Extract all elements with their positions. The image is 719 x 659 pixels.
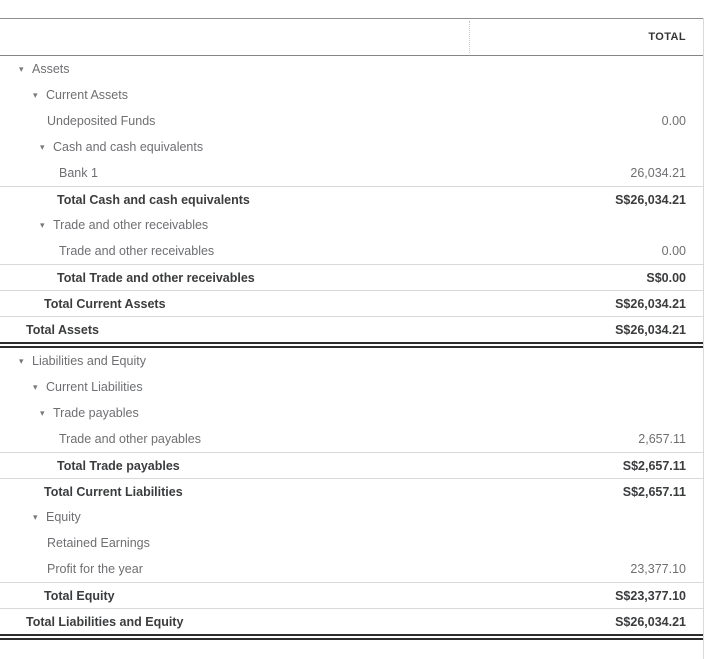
collapse-arrow-icon[interactable]: ▾ (40, 219, 45, 230)
row-label: Trade and other receivables (53, 218, 209, 232)
table-row (0, 160, 703, 186)
row-value: S$2,657.11 (622, 458, 686, 473)
row-value: S$23,377.10 (615, 588, 686, 603)
table-row (0, 478, 703, 504)
table-row (0, 212, 703, 238)
collapse-arrow-icon[interactable]: ▾ (19, 355, 24, 366)
row-value: S$26,034.21 (615, 614, 686, 629)
row-value: S$2,657.11 (622, 484, 686, 499)
table-row (0, 608, 703, 634)
collapse-arrow-icon[interactable]: ▾ (40, 407, 45, 418)
row-value: S$26,034.21 (615, 192, 686, 207)
row-value: 23,377.10 (630, 562, 686, 576)
row-label: Trade payables (53, 406, 139, 420)
total-column-header: TOTAL (648, 31, 686, 43)
balance-sheet-report-table (0, 18, 703, 640)
table-row (0, 426, 703, 452)
row-value: S$26,034.21 (615, 296, 686, 311)
table-row (0, 348, 703, 374)
row-label: Total Liabilities and Equity (26, 614, 184, 629)
row-label: Current Assets (46, 88, 128, 102)
row-label: Total Equity (44, 588, 115, 603)
table-row (0, 504, 703, 530)
collapse-arrow-icon[interactable]: ▾ (19, 63, 24, 74)
row-value: 2,657.11 (638, 432, 686, 446)
collapse-arrow-icon[interactable]: ▾ (33, 381, 38, 392)
row-label: Bank 1 (59, 166, 98, 180)
row-value: S$0.00 (646, 270, 686, 285)
row-value: 26,034.21 (630, 166, 686, 180)
row-value: 0.00 (661, 114, 686, 128)
table-row (0, 264, 703, 290)
row-label: Liabilities and Equity (32, 354, 146, 368)
table-row (0, 290, 703, 316)
table-row (0, 134, 703, 160)
header-column-divider (469, 21, 470, 53)
row-label: Total Current Assets (44, 296, 166, 311)
table-row (0, 582, 703, 608)
table-row (0, 238, 703, 264)
row-label: Cash and cash equivalents (53, 140, 204, 154)
grand-total-double-rule (0, 634, 703, 640)
table-row (0, 556, 703, 582)
report-rows-container (0, 56, 703, 640)
table-row (0, 56, 703, 82)
collapse-arrow-icon[interactable]: ▾ (40, 141, 45, 152)
table-row (0, 374, 703, 400)
table-row (0, 530, 703, 556)
row-label: Trade and other payables (59, 432, 201, 446)
row-value: 0.00 (661, 244, 686, 258)
row-label: Total Trade payables (57, 458, 180, 473)
row-label: Trade and other receivables (59, 244, 215, 258)
table-row (0, 400, 703, 426)
table-row (0, 316, 703, 342)
collapse-arrow-icon[interactable]: ▾ (33, 511, 38, 522)
table-row (0, 186, 703, 212)
row-label: Total Assets (26, 322, 99, 337)
row-label: Retained Earnings (47, 536, 150, 550)
row-label: Assets (32, 62, 70, 76)
collapse-arrow-icon[interactable]: ▾ (33, 89, 38, 100)
row-value: S$26,034.21 (615, 322, 686, 337)
table-row (0, 82, 703, 108)
panel-right-border (703, 18, 704, 659)
table-row (0, 452, 703, 478)
row-label: Profit for the year (47, 562, 143, 576)
row-label: Total Cash and cash equivalents (57, 192, 250, 207)
row-label: Equity (46, 510, 81, 524)
table-row (0, 108, 703, 134)
row-label: Undeposited Funds (47, 114, 156, 128)
row-label: Total Current Liabilities (44, 484, 183, 499)
report-table-header (0, 18, 703, 56)
row-label: Total Trade and other receivables (57, 270, 255, 285)
row-label: Current Liabilities (46, 380, 143, 394)
